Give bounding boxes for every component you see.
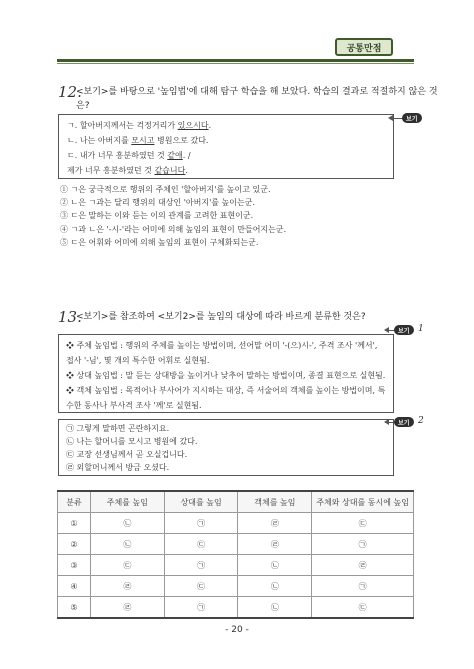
table-cell: ㉢ bbox=[312, 513, 414, 534]
table-header-cell: 객체를 높임 bbox=[238, 491, 312, 513]
rule-addressee-honorific: ❖ 상대 높임법 : 말 듣는 상대방을 높이거나 낮추어 말하는 방법이며, 종결 표현으로 실현됨. bbox=[66, 371, 386, 380]
table-cell: ㉣ bbox=[312, 555, 414, 576]
header-rule bbox=[57, 59, 414, 62]
table-cell: ④ bbox=[58, 576, 91, 597]
table-cell: ㉣ bbox=[238, 534, 312, 555]
table-cell: ㉣ bbox=[90, 576, 164, 597]
example-line-1: ㄱ. 할아버지께서는 걱정거리가 있으시다. bbox=[67, 121, 212, 130]
table-cell: ㉢ bbox=[164, 534, 238, 555]
q12-number: 12. bbox=[58, 83, 82, 101]
example-line-2: ㄴ. 나는 아버지를 모시고 병원으로 갔다. bbox=[67, 136, 209, 145]
q12-choice-2[interactable]: ② ㄴ은 ㄱ과는 달리 행위의 대상인 '아버지'를 높이는군. bbox=[60, 198, 256, 208]
example2-sentence-3: ㉢ 교장 선생님께서 곧 오실겁니다. bbox=[66, 450, 188, 459]
rule-subject-honorific: ❖ 주체 높임법 : 행위의 주체를 높이는 방법이며, 선어말 어미 '-(으)시-', 주격 조사 '께서', bbox=[66, 341, 378, 350]
q12-prompt-line1: <보기>를 바탕으로 '높임법'에 대해 탐구 학습을 해 보았다. 학습의 결과로 적절하지 않은 것 bbox=[76, 87, 438, 97]
table-cell: ㉠ bbox=[164, 513, 238, 534]
example2-sentence-4: ㉣ 외할머니께서 방금 오셨다. bbox=[66, 463, 170, 472]
table-row[interactable] bbox=[58, 576, 414, 597]
table-header-cell: 주체를 높임 bbox=[90, 491, 164, 513]
table-cell: ㉠ bbox=[312, 576, 414, 597]
q12-example-tag: 보기 bbox=[402, 113, 422, 123]
table-header-cell: 주체와 상대를 동시에 높임 bbox=[312, 491, 414, 513]
table-cell: ㉣ bbox=[90, 597, 164, 619]
q13-example1-box bbox=[58, 334, 394, 413]
rule-object-honorific: ❖ 객체 높임법 : 목적어나 부사어가 지시하는 대상, 즉 서술어의 객체를 높이는 방법이며, 특 bbox=[66, 386, 386, 395]
table-cell: ㉡ bbox=[238, 597, 312, 619]
table-cell: ② bbox=[58, 534, 91, 555]
q13-example2-box bbox=[58, 419, 394, 476]
table-cell: ㉡ bbox=[90, 513, 164, 534]
page-number: - 20 - bbox=[225, 625, 249, 635]
table-cell: ㉡ bbox=[238, 576, 312, 597]
table-cell: ㉡ bbox=[90, 534, 164, 555]
table-header-row bbox=[58, 491, 414, 513]
table-cell: ㉠ bbox=[164, 555, 238, 576]
q12-choice-5[interactable]: ⑤ ㄷ은 어휘와 어미에 의해 높임의 표현이 구체화되는군. bbox=[60, 237, 259, 247]
q13-number: 13. bbox=[58, 308, 82, 326]
table-cell: ㉣ bbox=[238, 513, 312, 534]
q12-choices bbox=[60, 183, 286, 249]
header-rule-thin bbox=[57, 63, 414, 64]
table-cell: ㉢ bbox=[164, 576, 238, 597]
rule-object-honorific-cont: 수한 동사나 부사격 조사 '께'로 실현됨. bbox=[66, 401, 202, 410]
example-line-3: ㄷ. 내가 너무 흥분하였던 것 같애. / bbox=[67, 151, 191, 160]
q13-answer-table bbox=[57, 490, 414, 619]
table-cell: ㉠ bbox=[312, 534, 414, 555]
q13-prompt: <보기>를 참조하여 <보기2>를 높임의 대상에 따라 바르게 분류한 것은? bbox=[76, 312, 366, 322]
table-cell: ㉢ bbox=[312, 597, 414, 619]
q12-choice-1[interactable]: ① ㄱ은 궁극적으로 행위의 주체인 '할아버지'를 높이고 있군. bbox=[60, 185, 271, 194]
q13-example1-tag-number: 1 bbox=[418, 324, 424, 334]
table-cell: ㉢ bbox=[90, 555, 164, 576]
table-header-cell: 분류 bbox=[58, 491, 91, 513]
example2-sentence-2: ㉡ 나는 할머니를 모시고 병원에 갔다. bbox=[66, 437, 198, 446]
q12-prompt-line2: 은? bbox=[76, 101, 90, 111]
q13-example2-tag-number: 2 bbox=[418, 416, 424, 426]
table-row[interactable] bbox=[58, 534, 414, 555]
table-cell: ③ bbox=[58, 555, 91, 576]
table-header-cell: 상대를 높임 bbox=[164, 491, 238, 513]
table-cell: ① bbox=[58, 513, 91, 534]
table-cell: ㉡ bbox=[238, 555, 312, 576]
q13-example1-tag: 보기 bbox=[394, 325, 414, 335]
table-row[interactable] bbox=[58, 513, 414, 534]
q12-choice-3[interactable]: ③ ㄷ은 말하는 이와 듣는 이의 관계를 고려한 표현이군. bbox=[60, 211, 254, 221]
example-line-4: 제가 너무 흥분하였던 것 같습니다. bbox=[67, 166, 188, 175]
q13-example2-tag: 보기 bbox=[394, 417, 414, 427]
q12-example-box bbox=[58, 114, 394, 179]
table-cell: ⑤ bbox=[58, 597, 91, 619]
q12-choice-4[interactable]: ④ ㄱ과 ㄴ은 '-시-'라는 어미에 의해 높임의 표현이 만들어지는군. bbox=[60, 224, 287, 234]
table-row[interactable] bbox=[58, 597, 414, 619]
example2-sentence-1: ㉠ 그렇게 말하면 곤란하지요. bbox=[66, 424, 170, 433]
section-badge: 공통만점 bbox=[335, 38, 393, 56]
rule-subject-honorific-cont: 접사 '-님', 몇 개의 특수한 어휘로 실현됨. bbox=[66, 356, 210, 365]
table-row[interactable] bbox=[58, 555, 414, 576]
table-cell: ㉠ bbox=[164, 597, 238, 619]
